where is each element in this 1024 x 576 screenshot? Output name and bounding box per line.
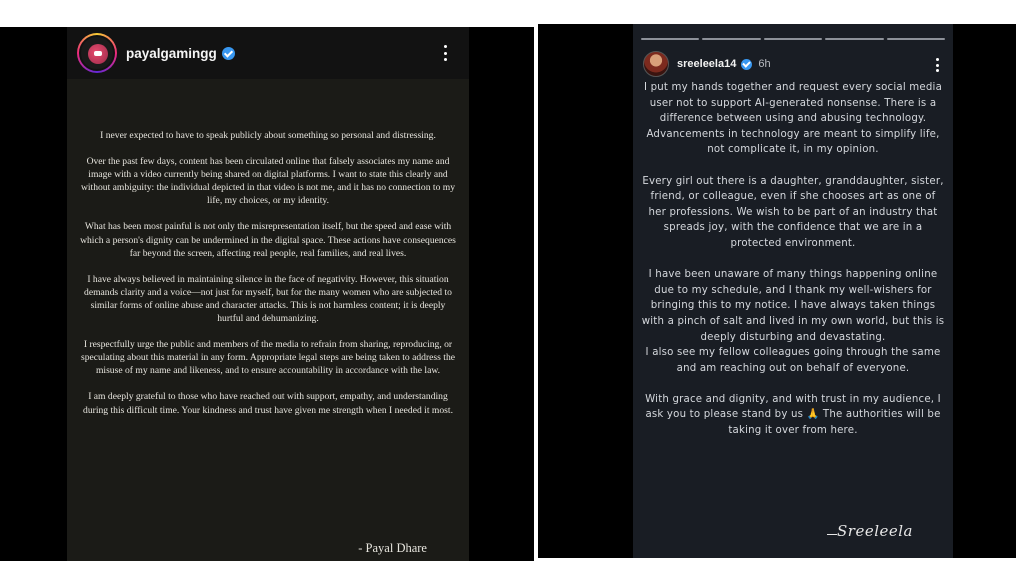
progress-segment xyxy=(702,38,760,40)
paragraph-2: Every girl out there is a daughter, granddaughter, sister, friend, or colleague, even if she chooses art as one of her professions. We wish to be part of an industry that spreads joy, with the confidence that we are in a protected environment. xyxy=(642,175,944,249)
progress-segment xyxy=(764,38,822,40)
story-header xyxy=(643,50,943,78)
paragraph-2: Over the past few days, content has been circulated online that falsely associates my name and image with a video currently being shared on digital platforms. I want to state this clearly and without ambiguity: the individual depicted in that video is not me, and it has no connection to my life, my choices, or my identity. xyxy=(80,156,456,207)
statement-text xyxy=(77,129,459,430)
left-post-panel xyxy=(0,27,534,561)
verified-badge-icon xyxy=(741,59,752,70)
statement-text xyxy=(641,80,945,454)
story-header xyxy=(67,27,469,79)
avatar[interactable] xyxy=(77,33,117,73)
progress-segment xyxy=(641,38,699,40)
post-time: 6h xyxy=(758,58,771,70)
story-card-sreeleela xyxy=(633,24,953,558)
paragraph-6: I am deeply grateful to those who have reached out with support, empathy, and understanding during this difficult time. Your kindness and trust have given me strength when I needed it most. xyxy=(83,391,453,416)
more-options-icon[interactable] xyxy=(443,45,447,61)
username[interactable]: payalgamingg xyxy=(126,45,217,61)
story-progress-bar xyxy=(641,38,945,40)
right-post-panel xyxy=(538,24,1016,558)
progress-segment xyxy=(825,38,883,40)
username[interactable]: sreeleela14 xyxy=(677,58,737,70)
paragraph-3: What has been most painful is not only the misrepresentation itself, but the speed and ease with which a person's dignity can be undermined in the digital space. These actions have consequences far beyond the screen, affecting real people, real families, and real lives. xyxy=(80,221,456,259)
avatar[interactable] xyxy=(643,51,669,77)
paragraph-5: I respectfully urge the public and members of the media to refrain from sharing, reproducing, or speculating about this material in any form. Appropriate legal steps are being taken to address the misuse of my name and likeness, and to ensure accountability in accordance with the law. xyxy=(80,339,456,377)
progress-segment xyxy=(887,38,945,40)
paragraph-1: I put my hands together and request every social media user not to support AI-generated nonsense. There is a difference between using and abusing technology. Advancements in technology are meant to simplify life, not complicate it, in my opinion. xyxy=(643,82,943,156)
signature: - Payal Dhare xyxy=(358,541,427,555)
verified-badge-icon xyxy=(222,47,235,60)
paragraph-4: I also see my fellow colleagues going through the same and am reaching out on behalf of everyone. xyxy=(645,347,941,374)
paragraph-1: I never expected to have to speak publicly about something so personal and distressing. xyxy=(100,130,436,141)
signature: Sreeleela xyxy=(837,522,913,540)
paragraph-5: With grace and dignity, and with trust in my audience, I ask you to please stand by us 🙏 The authorities will be taking it over from here. xyxy=(645,393,941,437)
paragraph-4: I have always believed in maintaining silence in the face of negativity. However, this situation demands clarity and a voice—not just for myself, but for the many women who are subjected to similar forms of online abuse and character attacks. This is not harmless content; it is deeply hurtful and dehumanizing. xyxy=(84,273,452,325)
paragraph-3: I have been unaware of many things happening online due to my schedule, and I thank my well-wishers for bringing this to my notice. I have always taken things with a pinch of salt and lived in my own world, but this is deeply disturbing and devastating. xyxy=(641,269,945,343)
story-card-payal xyxy=(67,27,469,561)
more-options-icon[interactable] xyxy=(935,58,939,72)
